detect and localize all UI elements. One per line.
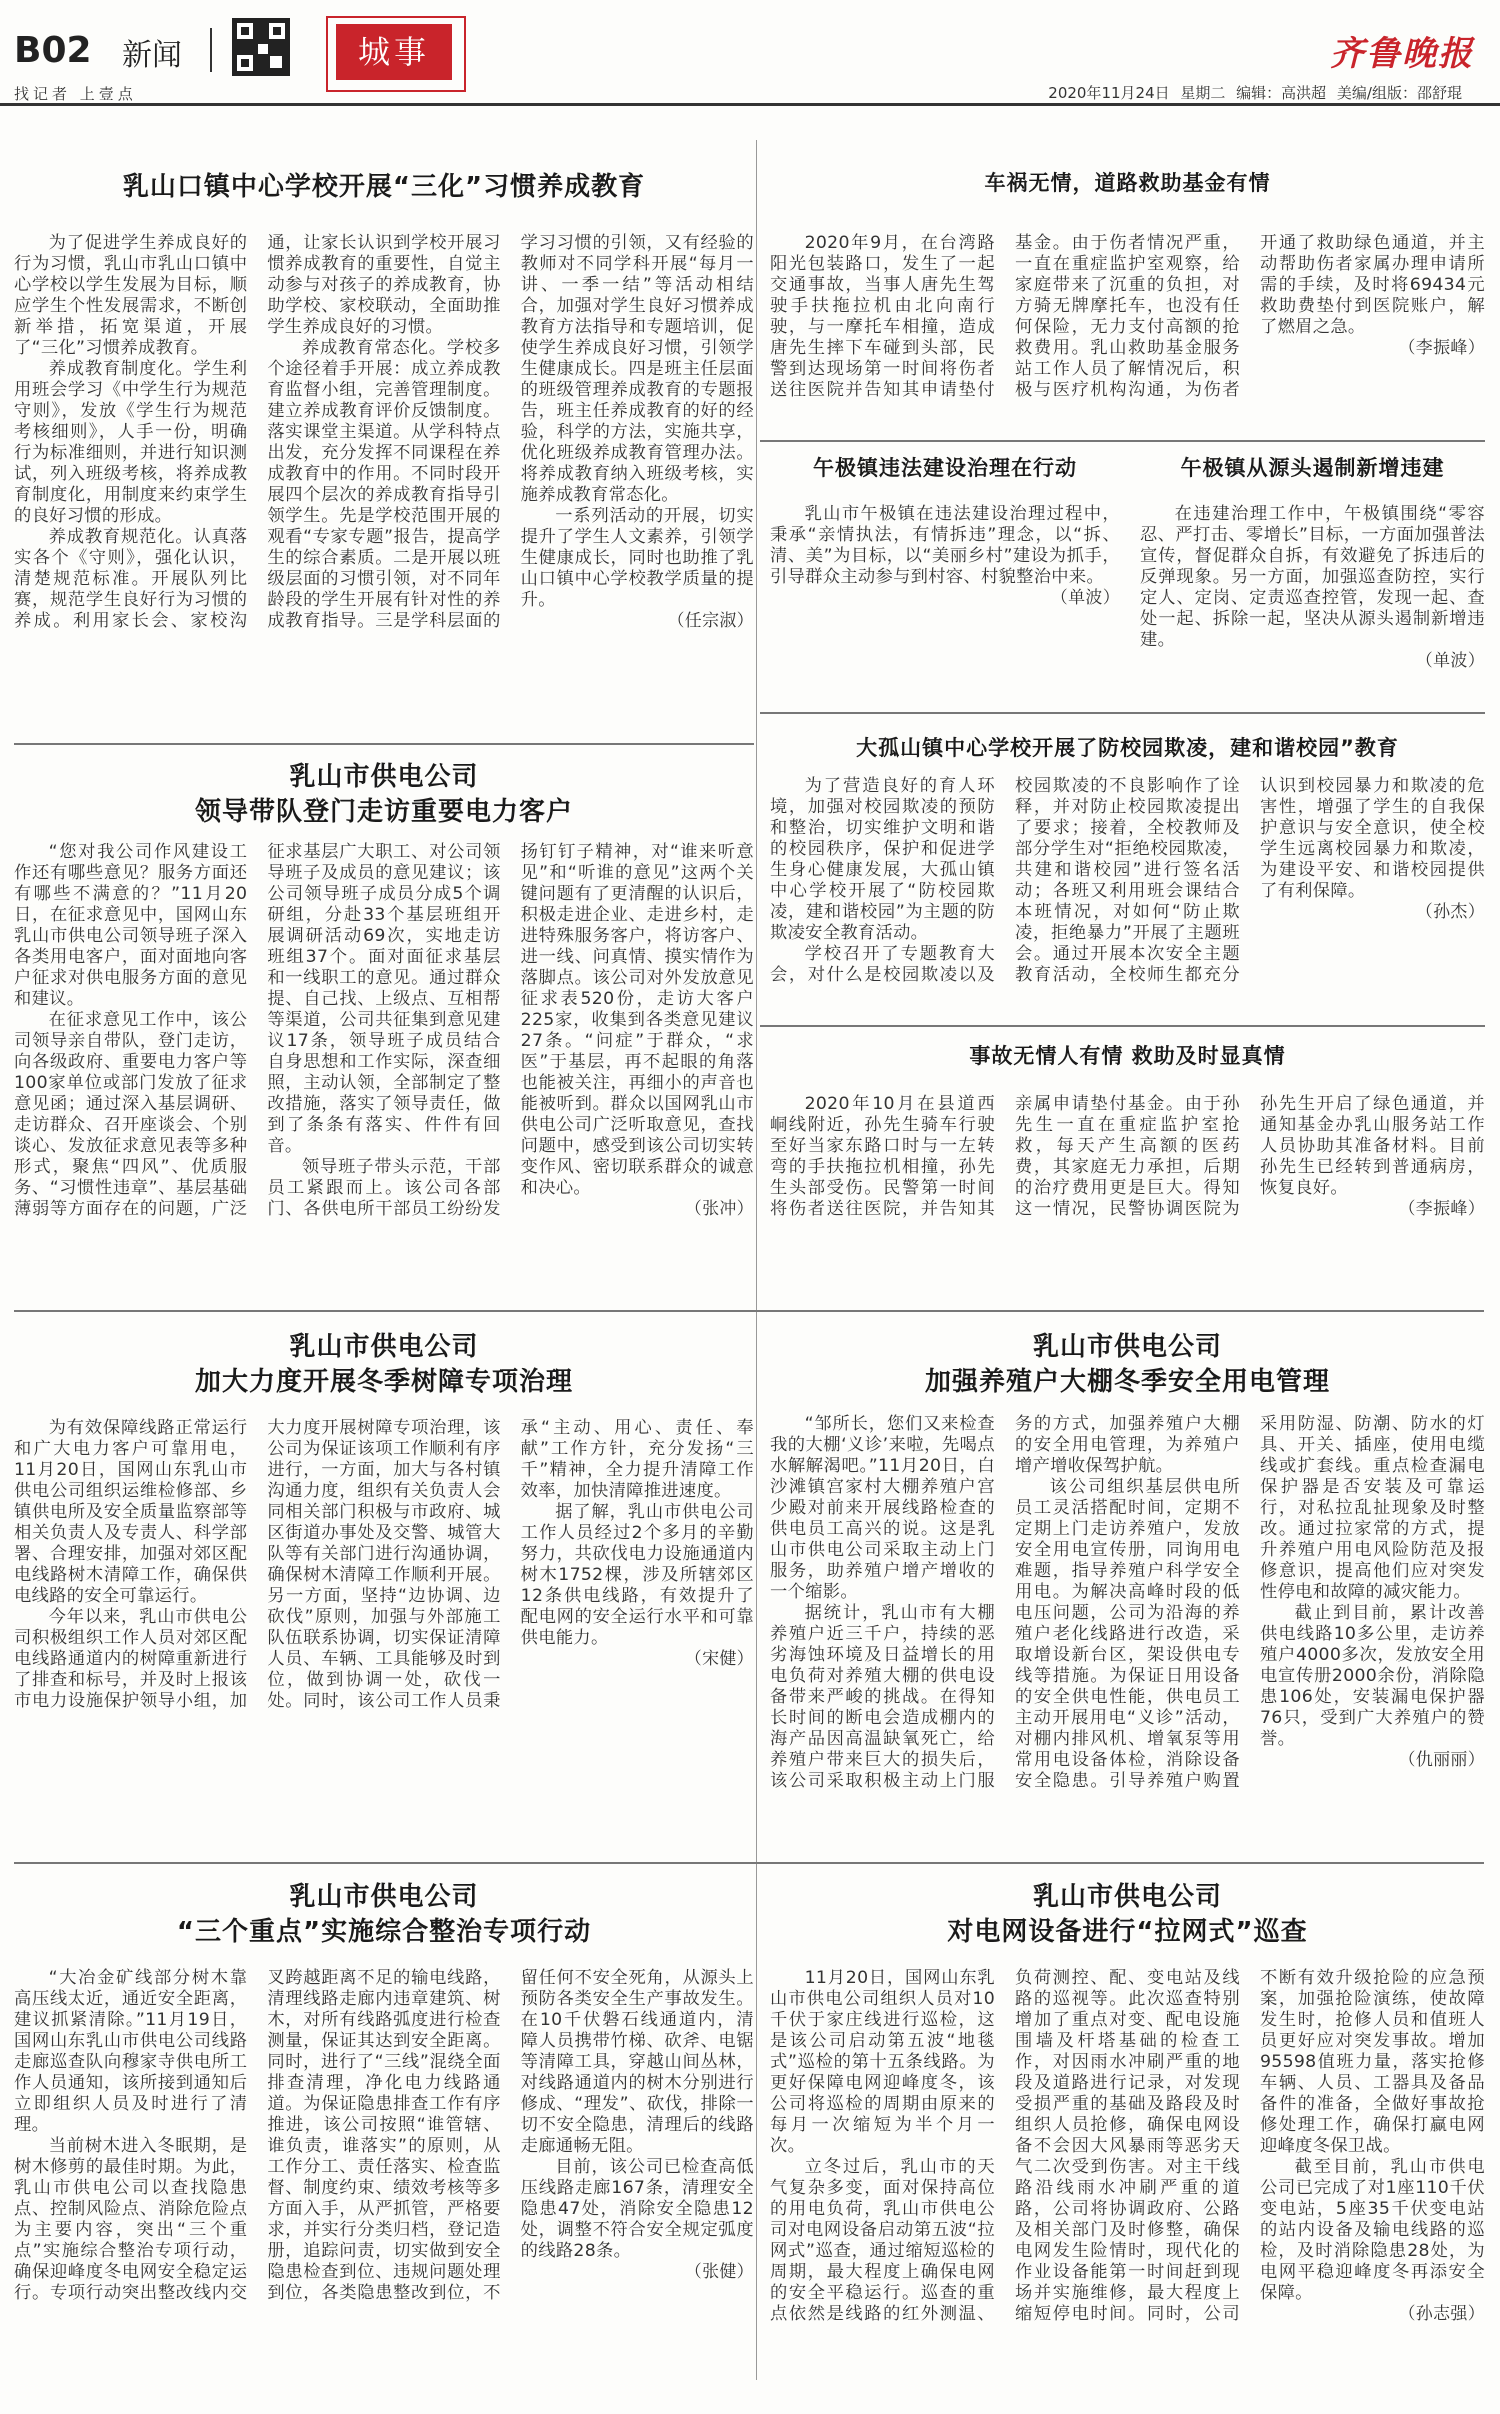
article-body — [770, 233, 1485, 401]
article-paragraph: 在征求意见工作中，该公司领导亲自带队，登门走访，向各级政府、重要电力客户等100家单位或部门发放了征求意见函；通过深入基层调研、走访群众、召开座谈会、个别谈心、发放征求意见表等多种形式，聚焦“四风”、优质服务、“习惯性违章”、基层基础薄弱等方面存在的问题，广泛征求基层广大职工、对公司领导班子及成员的意见建议；该公司领导班子成员分成5个调研组，分赴33个基层班组开展调研活动69次，实地走访班组37个。面对面征求基层和一线职工的意见。通过群众提、自己找、上级点、互相帮等渠道，公司共征集到意见建议17条，领导班子成员结合自身思想和工作实际，深查细照，主动认领，全部制定了整改措施，落实了领导责任，做到了条条有落实、件件有回音。 — [14, 842, 501, 1220]
article-body — [770, 776, 1485, 986]
article-grid-inspection — [770, 1880, 1485, 2405]
article-body — [770, 504, 1120, 609]
article-title: 乳山市供电公司 — [289, 762, 479, 792]
article-paragraph: 为了营造良好的育人环境，加强对校园欺凌的预防和整治，切实维护文明和谐的校园秩序，保护和促进学生身心健康发展，大孤山镇中心学校开展了“防校园欺凌，建和谐校园”为主题的防欺凌安全教育活动。 — [770, 776, 995, 944]
article-subtitle: 对电网设备进行“拉网式”巡查 — [947, 1917, 1308, 1948]
article-subtitle: 加强养殖户大棚冬季安全用电管理 — [924, 1367, 1330, 1398]
article-paragraph: 为有效保障线路正常运行和广大电力客户可靠用电，11月20日，国网山东乳山市供电公司组织运维检修部、乡镇供电所及安全质量监察部等相关负责人及专责人、科学部署、合理安排，加强对郊区配电线路树木清障工作，确保供电线路的安全可靠运行。 — [14, 1418, 248, 1607]
article-body — [770, 1968, 1485, 2325]
article-subtitle: 加大力度开展冬季树障专项治理 — [194, 1367, 573, 1398]
article-title: 乳山市供电公司 — [289, 1882, 479, 1912]
article-paragraph: 2020年9月，在台湾路阳光包装路口，发生了一起交通事故，当事人唐先生驾驶手扶拖拉机由北向南行驶，与一摩托车相撞，造成唐先生摔下车碰到头部，民警到达现场第一时间将伤者送往医院并告知其申请垫付基金。由于伤者情况严重，一直在重症监护室观察，给家庭带来了沉重的负担，对方骑无牌摩托车，也没有任何保险，无力支付高额的抢救费用。乳山救助基金服务站工作人员了解情况后，积极与医疗机构沟通，为伤者开通了救助绿色通道，并主动帮助伤者家属办理申请所需的手续，及时将69434元救助费垫付到医院账户，解了燃眉之急。 — [770, 233, 1485, 401]
article-byline: （仇丽丽） — [1398, 1750, 1485, 1771]
article-subtitle: “三个重点”实施综合整治专项行动 — [176, 1917, 592, 1948]
article-body — [14, 842, 754, 1220]
article-body — [770, 1414, 1485, 1792]
article-byline: （孙志强） — [1398, 2304, 1485, 2325]
article-anti-bullying — [770, 735, 1485, 1015]
article-paragraph: 截止到目前，累计改善供电线路10多公里，走访养殖户4000多次，发放安全用电宣传册2000余份，消除隐患106处，安装漏电保护器76只，受到广大养殖户的赞誉。 — [1260, 1603, 1485, 1750]
column-divider — [756, 140, 757, 2380]
article-paragraph: 该公司组织基层供电所员工灵活搭配时间，定期不定期上门走访养殖户，发放安全用电宣传册，同询用电难题，指导养殖户科学安全用电。为解决高峰时段的低电压问题，公司为沿海的养殖户老化线路进行改造，采取增设新台区，架设供电专线等措施。为保证日用设备的安全供电性能，供电员工主动开展用电“义诊”活动，对棚内排风机、增氧泵等用常用电设备体检，消除设备安全隐患。引导养殖户购置采用防湿、防潮、防水的灯具、开关、插座，使用电缆线或扩套线。重点检查漏电保护器是否安装及可靠运行，对私拉乱扯现象及时整改。通过拉家常的方式，提升养殖户用电风险防范及报修意识，提高他们应对突发性停电和故障的减灾能力。 — [1015, 1414, 1485, 1792]
article-paragraph: “您对我公司作风建设工作还有哪些意见？服务方面还有哪些不满意的？”11月20日，在征求意见中，国网山东乳山市供电公司领导班子深入各类用电客户，面对面地向客户征求对供电服务方面的意见和建议。 — [14, 842, 248, 1010]
article-title: 乳山市供电公司 — [289, 1332, 479, 1362]
article-byline: （单波） — [1415, 651, 1485, 672]
section-divider — [760, 712, 1485, 714]
header-slogan: 找记者 上壹点 — [14, 85, 137, 103]
article-body — [14, 1968, 754, 2304]
article-title: 乳山市供电公司 — [1032, 1882, 1222, 1912]
article-byline: （宋健） — [684, 1649, 754, 1670]
article-title: 车祸无情，道路救助基金有情 — [984, 171, 1271, 195]
article-paragraph: 今年以来，乳山市供电公司积极组织工作人员对郊区配电线路通道内的树障重新进行了排查和标号，并及时上报该市电力设施保护领导小组，加大力度开展树障专项治理，该公司为保证该项工作顺利有序进行，一方面，加大与各村镇沟通力度，组织有关负责人会同相关部门积极与市政府、城区街道办事处及交警、城管大队等有关部门进行沟通协调，确保树木清障工作顺利开展。另一方面，坚持“边协调、边砍伐”原则，加强与外部施工队伍联系协调，切实保证清障人员、车辆、工具能够及时到位，做到协调一处，砍伐一处。同时，该公司工作人员秉承“主动、用心、责任、奉献”工作方针，充分发扬“三千”精神，全力提升清障工作效率，加快清障推进速度。 — [14, 1418, 754, 1712]
article-byline: （任宗淑） — [667, 611, 754, 632]
article-body — [14, 233, 754, 632]
article-byline: （单波） — [1050, 588, 1120, 609]
article-accident-aid — [770, 1043, 1485, 1303]
section-divider — [14, 1862, 1484, 1864]
article-byline: （李振峰） — [1398, 1199, 1485, 1220]
article-title: 乳山市供电公司 — [1032, 1332, 1222, 1362]
article-paragraph: 截至目前，乳山市供电公司已完成了对1座110千伏变电站，5座35千伏变电站的站内设备及输电线路的巡检，及时消除隐患28处，为电网平稳迎峰度冬再添安全保障。 — [1260, 2157, 1485, 2304]
article-byline: （孙杰） — [1415, 902, 1485, 923]
article-byline: （李振峰） — [1398, 338, 1485, 359]
article-power-visit — [14, 760, 754, 1305]
article-three-focus — [14, 1880, 754, 2405]
section-divider — [760, 440, 1485, 442]
article-paragraph: 养成教育规范化。认真落实各个《守则》，强化认识，清楚规范标准。开展队列比赛，规范学生良好行为习惯的养成。利用家长会、家校沟通，让家长认识到学校开展习惯养成教育的重要性，自觉主动参与对孩子的养成教育，协助学校、家校联动，全面助推学生养成良好的习惯。 — [14, 233, 501, 632]
page-number: B02 — [14, 30, 92, 71]
article-wuji-source — [1140, 455, 1485, 705]
section-divider — [14, 743, 754, 745]
article-road-fund — [770, 170, 1485, 435]
article-title: 事故无情人有情 救助及时显真情 — [969, 1044, 1286, 1068]
article-tree-clearing — [14, 1330, 754, 1855]
article-paragraph: 当前树木进入冬眠期，是树木修剪的最佳时期。为此，乳山市供电公司以查找隐患点、控制风险点、消除危险点为主要内容，突出“三个重点”实施综合整治专项行动，确保迎峰度冬电网安全稳定运行。专项行动突出整改线内交叉跨越距离不足的输电线路，清理线路走廊内违章建筑、树木，对所有线路弧度进行检查测量，保证其达到安全距离。同时，进行了“三线”混绕全面排查清理，净化电力线路通道。为保证隐患排查工作有序推进，该公司按照“谁管辖、谁负责，谁落实”的原则，从工作分工、责任落实、检查监督、制度约束、绩效考核等多方面入手，从严抓管，严格要求，并实行分类归档，登记造册，追踪问责，切实做到安全隐患检查到位、违规问题处理到位，各类隐患整改到位，不留任何不安全死角，从源头上预防各类安全生产事故发生。在10千伏磐石线通道内，清障人员携带竹梯、砍斧、电锯等清障工具，穿越山间丛林，对线路通道内的树木分别进行修成、“理发”、砍伐，排除一切不安全隐患，清理后的线路走廊通畅无阻。 — [14, 1968, 754, 2304]
article-subtitle: 领导带队登门走访重要电力客户 — [194, 797, 573, 828]
section-name: 新闻 — [122, 38, 182, 73]
article-title: 午极镇违法建设治理在行动 — [813, 456, 1077, 480]
header-divider — [210, 28, 212, 72]
date-line: 2020年11月24日 星期二 编辑：高洪超 美编/组版：邵舒琨 — [1048, 84, 1462, 102]
article-body — [1140, 504, 1485, 672]
article-byline: （张冲） — [684, 1199, 754, 1220]
section-divider — [760, 1025, 1485, 1027]
article-paragraph: 据了解，乳山市供电公司工作人员经过2个多月的辛勤努力，共砍伐电力设施通道内树木1752棵，涉及所辖郊区12条供电线路，有效提升了配电网的安全运行水平和可靠供电能力。 — [520, 1502, 754, 1649]
article-paragraph: 学校召开了专题教育大会，对什么是校园欺凌以及校园欺凌的不良影响作了诠释，并对防止校园欺凌提出了要求；接着，全校教师及部分学生对“拒绝校园欺凌，共建和谐校园”进行签名活动；各班又利用班会课结合本班情况，对如何“防止欺凌，拒绝暴力”开展了主题班会。通过开展本次安全主题教育活动，全校师生都充分认识到校园暴力和欺凌的危害性，增强了学生的自我保护意识与安全意识，使全校学生远离校园暴力和欺凌，为建设平安、和谐校园提供了有利保障。 — [770, 776, 1485, 986]
qr-code-icon[interactable] — [232, 18, 290, 76]
newspaper-logo: 齐鲁晚报 — [1330, 34, 1474, 74]
article-paragraph: 据统计，乳山市有大棚养殖户近三千户，持续的恶劣海蚀环境及日益增长的用电负荷对养殖大棚的供电设备带来严峻的挑战。在得知长时间的断电会造成棚内的海产品因高温缺氧死亡，给养殖户带来巨大的损失后，该公司采取积极主动上门服务的方式，加强养殖户大棚的安全用电管理，为养殖户增产增收保驾护航。 — [770, 1414, 1240, 1792]
article-school-habits — [14, 170, 754, 735]
article-title: 午极镇从源头遏制新增违建 — [1180, 456, 1445, 480]
article-body — [14, 1418, 754, 1712]
article-paragraph: 一系列活动的开展，切实提升了学生人文素养，引领学生健康成长，同时也助推了乳山口镇中心学校教学质量的提升。 — [520, 506, 754, 611]
section-divider — [14, 1310, 1484, 1312]
article-title: 乳山口镇中心学校开展“三化”习惯养成教育 — [122, 172, 646, 202]
article-paragraph: 乳山市午极镇在违法建设治理过程中，秉承“亲情执法，有情拆违”理念，以“拆、清、美”为目标，以“美丽乡村”建设为抓手，引导群众主动参与到村容、村貌整治中来。 — [770, 504, 1120, 588]
article-paragraph: “大冶金矿线部分树木靠高压线太近，通近安全距离，建议抓紧清除。”11月19日，国网山东乳山市供电公司线路走廊巡查队向穆家寺供电所工作人员通知，该所接到通知后立即组织人员及时进行了清理。 — [14, 1968, 248, 2136]
article-title: 大孤山镇中心学校开展了防校园欺凌，建和谐校园”教育 — [856, 736, 1399, 760]
article-wuji-illegal — [770, 455, 1120, 705]
article-body — [770, 1094, 1485, 1220]
article-paragraph: 养成教育常态化。学校多个途径着手开展：成立养成教育监督小组，完善管理制度。建立养成教育评价反馈制度。落实课堂主渠道。从学科特点出发，充分发挥不同课程在养成教育中的作用。不同时段开展四个层次的养成教育指导引领学生。先是学校范围开展的观看“专家专题”报告，提高学生的综合素质。二是开展以班级层面的习惯引领，对不同年龄段的学生开展有针对性的养成教育指导。三是学科层面的学习习惯的引领，又有经验的教师对不同学科开展“每月一讲、一季一结”等活动相结合，加强对学生良好习惯养成教育方法指导和专题培训，促使学生养成良好习惯，引领学生健康成长。四是班主任层面的班级管理养成教育的专题报告，班主任养成教育的好的经验，科学的方法，实施共享，优化班级养成教育管理办法。将养成教育纳入班级考核，实施养成教育常态化。 — [267, 233, 754, 632]
article-paragraph: 立冬过后，乳山市的天气复杂多变，面对保持高位的用电负荷，乳山市供电公司对电网设备启动第五波“拉网式”巡查，通过缩短巡检的周期，最大程度上确保电网的安全平稳运行。巡查的重点依然是线路的红外测温、负荷测控、配、变电站及线路的巡视等。此次巡查特别增加了重点对变、配电设施围墙及杆塔基础的检查工作，对因雨水冲刷严重的地段及道路进行记录，对发现受损严重的基础及路段及时组织人员抢修，确保电网设备不会因大风暴雨等恶劣天气二次受到伤害。对主干线路沿线雨水冲刷严重的道路，公司将协调政府、公路及相关部门及时修整，确保电网发生险情时，现代化的作业设备能第一时间赶到现场并实施维修，最大程度上缩短停电时间。同时，公司不断有效升级抢险的应急预案，加强抢险演练，使故障发生时，抢修人员和值班人员更好应对突发事故。增加95598值班力量，落实抢修车辆、人员、工器具及备品备件的准备，全做好事故抢修处理工作，确保打赢电网迎峰度冬保卫战。 — [770, 1968, 1485, 2325]
article-paragraph: 在违建治理工作中，午极镇围绕“零容忍、严打击、零增长”目标，一方面加强普法宣传，督促群众自拆，有效避免了拆违后的反弹现象。另一方面，加强巡查防控，实行定人、定岗、定责巡查控管，发现一起、查处一起、拆除一起，坚决从源头遏制新增违建。 — [1140, 504, 1485, 651]
article-paragraph: 11月20日，国网山东乳山市供电公司组织人员对10千伏于家庄线进行巡检，这是该公司启动第五波“地毯式”巡检的第十五条线路。为更好保障电网迎峰度冬，该公司将巡检的周期由原来的每月一次缩短为半个月一次。 — [770, 1968, 995, 2157]
section-tag: 城事 — [336, 24, 452, 80]
page-header — [0, 0, 1500, 130]
article-paragraph: 2020年10月在县道西峒线附近，孙先生骑车行驶至好当家东路口时与一左转弯的手扶拖拉机相撞，孙先生头部受伤。民警第一时间将伤者送往医院，并告知其亲属申请垫付基金。由于孙先生一直在重症监护室抢救，每天产生高额的医药费，其家庭无力承担，后期的治疗费用更是巨大。得知这一情况，民警协调医院为孙先生开启了绿色通道，并通知基金办乳山服务站工作人员协助其准备材料。目前孙先生已经转到普通病房，恢复良好。 — [770, 1094, 1485, 1220]
article-paragraph: 为了促进学生养成良好的行为习惯，乳山市乳山口镇中心学校以学生发展为目标，顺应学生个性发展需求，不断创新举措，拓宽渠道，开展了“三化”习惯养成教育。 — [14, 233, 248, 359]
article-paragraph: 目前，该公司已检查高低压线路走廊167条，清理安全隐患47处，消除安全隐患12处，调整不符合安全规定弧度的线路28条。 — [520, 2157, 754, 2262]
article-greenhouse-power — [770, 1330, 1485, 1855]
header-rule — [0, 103, 1500, 106]
article-byline: （张健） — [684, 2262, 754, 2283]
article-paragraph: 养成教育制度化。学生利用班会学习《中学生行为规范守则》，发放《学生行为规范考核细则》，人手一份，明确行为标准细则，并进行知识测试，列入班级考核，将养成教育制度化，用制度来约束学生的良好习惯的形成。 — [14, 359, 248, 527]
article-paragraph: “邹所长，您们又来检查我的大棚‘义诊’来啦，先喝点水解解渴吧。”11月20日，白沙滩镇宫家村大棚养殖户宫少殿对前来开展线路检查的供电员工高兴的说。这是乳山市供电公司采取主动上门服务，助养殖户增产增收的一个缩影。 — [770, 1414, 995, 1603]
article-paragraph: 领导班子带头示范，干部员工紧跟而上。该公司各部门、各供电所干部员工纷纷发扬钉钉子精神，对“谁来听意见”和“听谁的意见”这两个关键问题有了更清醒的认识后，积极走进企业、走进乡村，走进特殊服务客户，将访客户、进一线、问真情、摸实情作为落脚点。该公司对外发放意见征求表520份，走访大客户225家，收集到各类意见建议27条。“问症”于群众，“求医”于基层，再不起眼的角落也能被关注，再细小的声音也能被听到。群众以国网乳山市供电公司广泛听取意见，查找问题中，感受到该公司切实转变作风、密切联系群众的诚意和决心。 — [267, 842, 754, 1220]
